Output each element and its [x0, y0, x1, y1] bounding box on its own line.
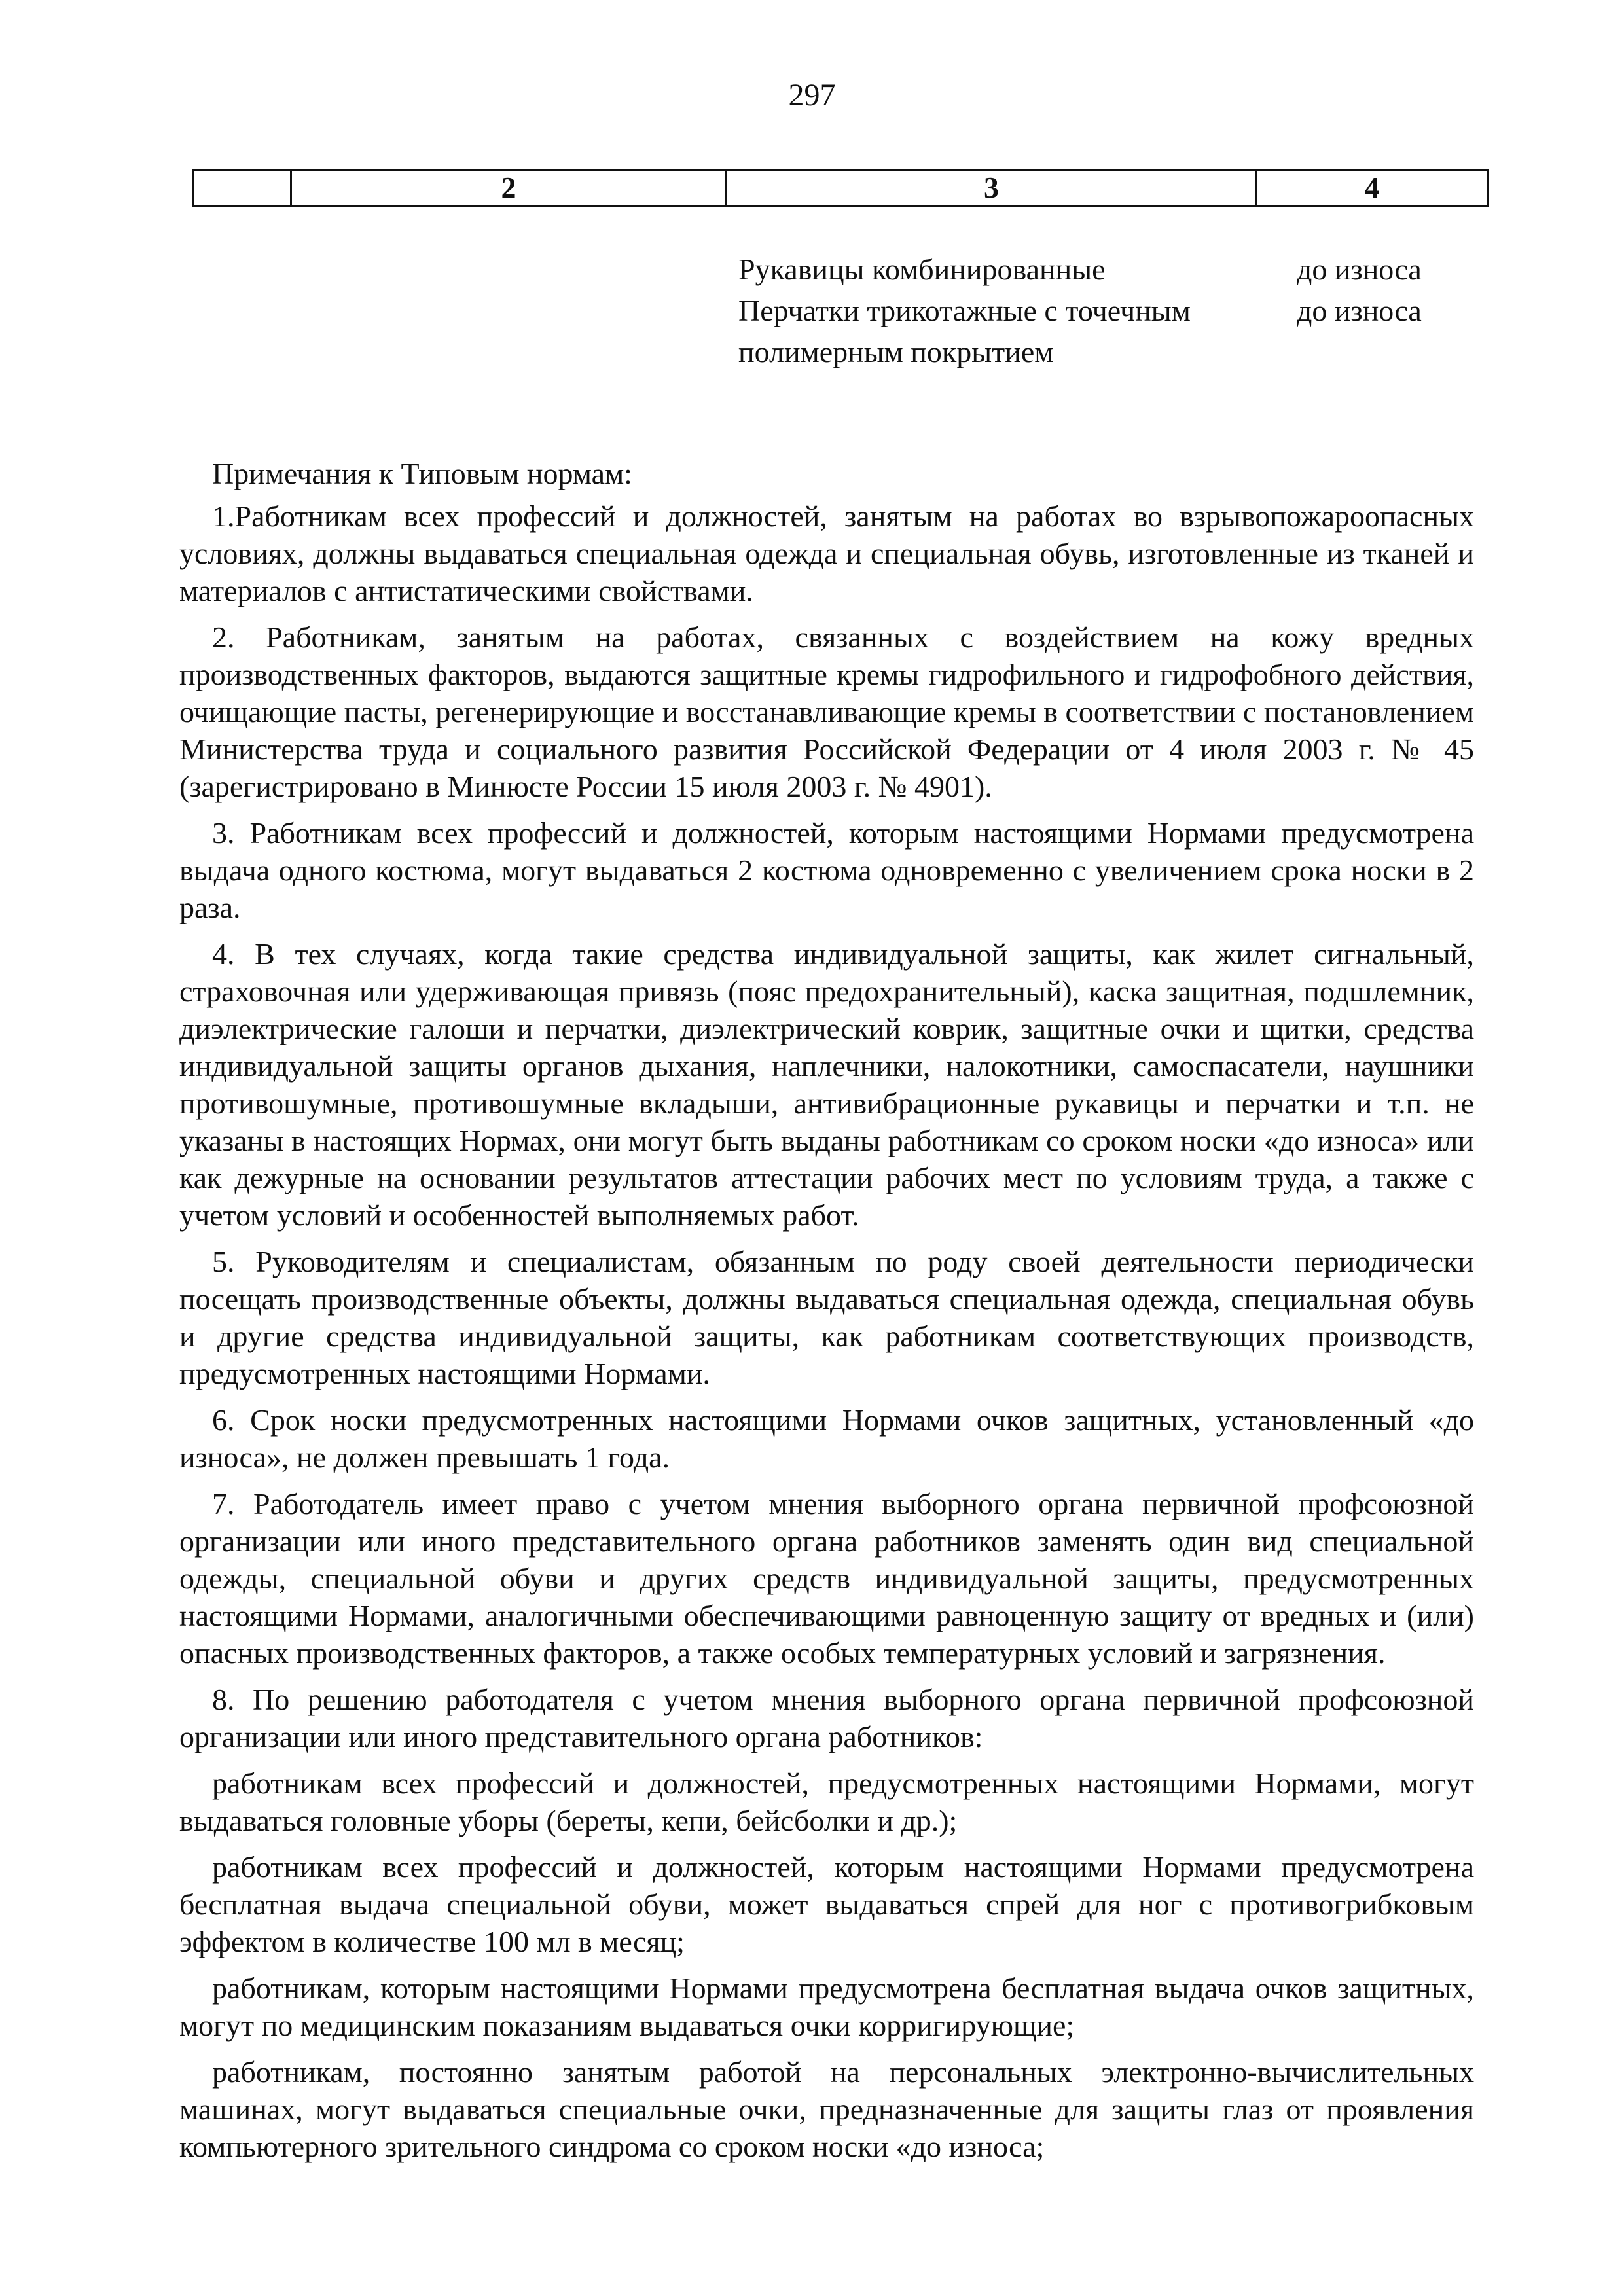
note-4: 4. В тех случаях, когда такие средства индивидуальной защиты, как жилет сигнальный, страховочная или удерживающая привязь (пояс предохранительный), каска защитная, подшлемник, диэлектрические галоши и перчатки, диэлектрический коврик, защитные очки и щитки, средства индивидуальной защиты органов дыхания, наплечники, налокотники, самоспасатели, наушники противошумные, противошумные вкладыши, антивибрационные рукавицы и перчатки и т.п. не указаны в настоящих Нормах, они могут быть выданы работникам со сроком носки «до износа» или как дежурные на основании результатов аттестации рабочих мест по условиям труда, а также с учетом условий и особенностей выполняемых работ. [179, 937, 1474, 1232]
list-item [738, 290, 1487, 372]
note-1: 1.Работникам всех профессий и должностей, занятым на работах во взрывопожароопасных условиях, должны выдаваться специальная одежда и специальная обувь, изготовленные из тканей и материалов с антистатическими свойствами. [179, 499, 1474, 607]
note-8-sub-1: работникам всех профессий и должностей, предусмотренных настоящими Нормами, могут выдаваться головные уборы (береты, кепи, бейсболки и др.); [179, 1767, 1474, 1837]
note-5: 5. Руководителям и специалистам, обязанным по роду своей деятельности периодически посещать производственные объекты, должны выдаваться специальная одежда, специальная обувь и другие средства индивидуальной защиты, как работникам соответствующих производств, предусмотренных настоящими Нормами. [179, 1245, 1474, 1390]
item-term: до износа [1297, 253, 1422, 286]
column-header-4: 4 [1257, 170, 1488, 206]
equipment-list [738, 249, 1487, 372]
note-8-sub-3: работникам, которым настоящими Нормами предусмотрена бесплатная выдача очков защитных, могут по медицинским показаниям выдаваться очки корригирующие; [179, 1971, 1474, 2042]
note-3: 3. Работникам всех профессий и должностей, которым настоящими Нормами предусмотрена выдача одного костюма, могут выдаваться 2 костюма одновременно с увеличением срока носки в 2 раза. [179, 816, 1474, 924]
note-7: 7. Работодатель имеет право с учетом мнения выборного органа первичной профсоюзной организации или иного представительного органа работников заменять один вид специальной одежды, специальной обуви и других средств индивидуальной защиты, предусмотренных настоящими Нормами, аналогичными обеспечивающими равноценную защиту от вредных и (или) опасных производственных факторов, а также особых температурных условий и загрязнения. [179, 1487, 1474, 1670]
item-name: Перчатки трикотажные с точечным полимерным покрытием [738, 294, 1191, 368]
column-header-2: 2 [291, 170, 727, 206]
table-header-row [193, 170, 1488, 206]
page-number: 297 [788, 78, 836, 113]
note-8-sub-4: работникам, постоянно занятым работой на персональных электронно-вычислительных машинах, могут выдаваться специальные очки, предназначенные для защиты глаз от проявления компьютерного зрительного синдрома со сроком носки «до износа; [179, 2055, 1474, 2163]
column-header-table [192, 169, 1489, 207]
note-8: 8. По решению работодателя с учетом мнения выборного органа первичной профсоюзной организации или иного представительного органа работников: [179, 1683, 1474, 1753]
note-2: 2. Работникам, занятым на работах, связанных с воздействием на кожу вредных производственных факторов, выдаются защитные кремы гидрофильного и гидрофобного действия, очищающие пасты, регенерирующие и восстанавливающие кремы в соответствии с постановлением Министерства труда и социального развития Российской Федерации от 4 июля 2003 г. № 45 (зарегистрировано в Минюсте России 15 июля 2003 г. № 4901). [179, 620, 1474, 803]
list-item [738, 249, 1487, 290]
column-header-3: 3 [727, 170, 1257, 206]
note-6: 6. Срок носки предусмотренных настоящими Нормами очков защитных, установленный «до износа», не должен превышать 1 года. [179, 1403, 1474, 1474]
note-8-sub-2: работникам всех профессий и должностей, которым настоящими Нормами предусмотрена бесплатная выдача специальной обуви, может выдаваться спрей для ног с противогрибковым эффектом в количестве 100 мл в месяц; [179, 1850, 1474, 1958]
column-header-1 [193, 170, 291, 206]
item-name: Рукавицы комбинированные [738, 253, 1106, 286]
notes-section [179, 455, 1474, 2174]
notes-title: Примечания к Типовым нормам: [212, 457, 632, 490]
item-term: до износа [1297, 294, 1422, 327]
